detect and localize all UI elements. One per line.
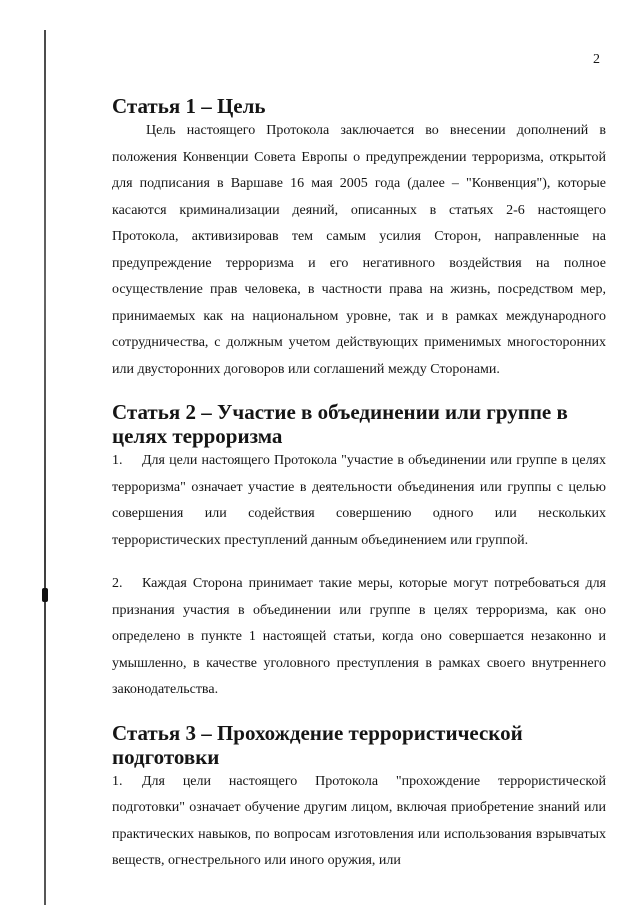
item-text: Каждая Сторона принимает такие меры, которые могут потребоваться для признания участия в объединении или группе в целях терроризма, как оно определено в пункте 1 настоящей статьи, когда оно совершается незаконно и умышленно, в качестве уголовного преступления в рамках своего внутреннего законодательства. (112, 576, 606, 697)
article-1-paragraph: Цель настоящего Протокола заключается во внесении дополнений в положения Конвенции Совета Европы о предупреждении терроризма, открытой для подписания в Варшаве 16 мая 2005 года (далее – "Конвенция"), которые касаются криминализации деяний, описанных в статьях 2-6 настоящего Протокола, активизировав тем самым усилия Сторон, направленные на предупреждение терроризма и его негативного воздействия на полное осуществление прав человека, в частности права на жизнь, посредством мер, принимаемых как на национальном уровне, так и в рамках международного сотрудничества, с должным учетом действующих применимых многосторонних или двусторонних договоров или соглашений между Сторонами. (112, 123, 606, 377)
article-1 (112, 94, 606, 383)
item-number: 1. (112, 773, 123, 789)
item-text: Для цели настоящего Протокола "прохождение террористической подготовки" означает обучение другим лицом, включая приобретение знаний или практических навыков, по вопросам изготовления или использования взрывчатых веществ, огнестрельного или иного оружия, или (112, 773, 606, 868)
item-number: 1. (112, 453, 123, 468)
page-number: 2 (593, 52, 600, 67)
article-3-heading: Статья 3 – Прохождение террористической подготовки (112, 720, 523, 769)
article-2-item-2 (112, 571, 606, 704)
article-2 (112, 400, 606, 704)
scan-margin-line (44, 30, 46, 905)
document-body (112, 94, 606, 875)
item-number: 2. (112, 576, 123, 591)
article-2-item-1 (112, 448, 606, 554)
article-2-heading: Статья 2 – Участие в объединении или группе в целях терроризма (112, 400, 568, 448)
article-3-item-1 (112, 769, 606, 875)
article-3 (112, 721, 606, 875)
article-1-heading: Статья 1 – Цель (112, 94, 266, 118)
scan-margin-mark (42, 588, 48, 602)
item-text: Для цели настоящего Протокола "участие в объединении или группе в целях терроризма" означает участие в деятельности объединения или группы с целью совершения или содействия совершению одного или нескольких террористических преступлений данным объединением или группой. (112, 453, 606, 548)
